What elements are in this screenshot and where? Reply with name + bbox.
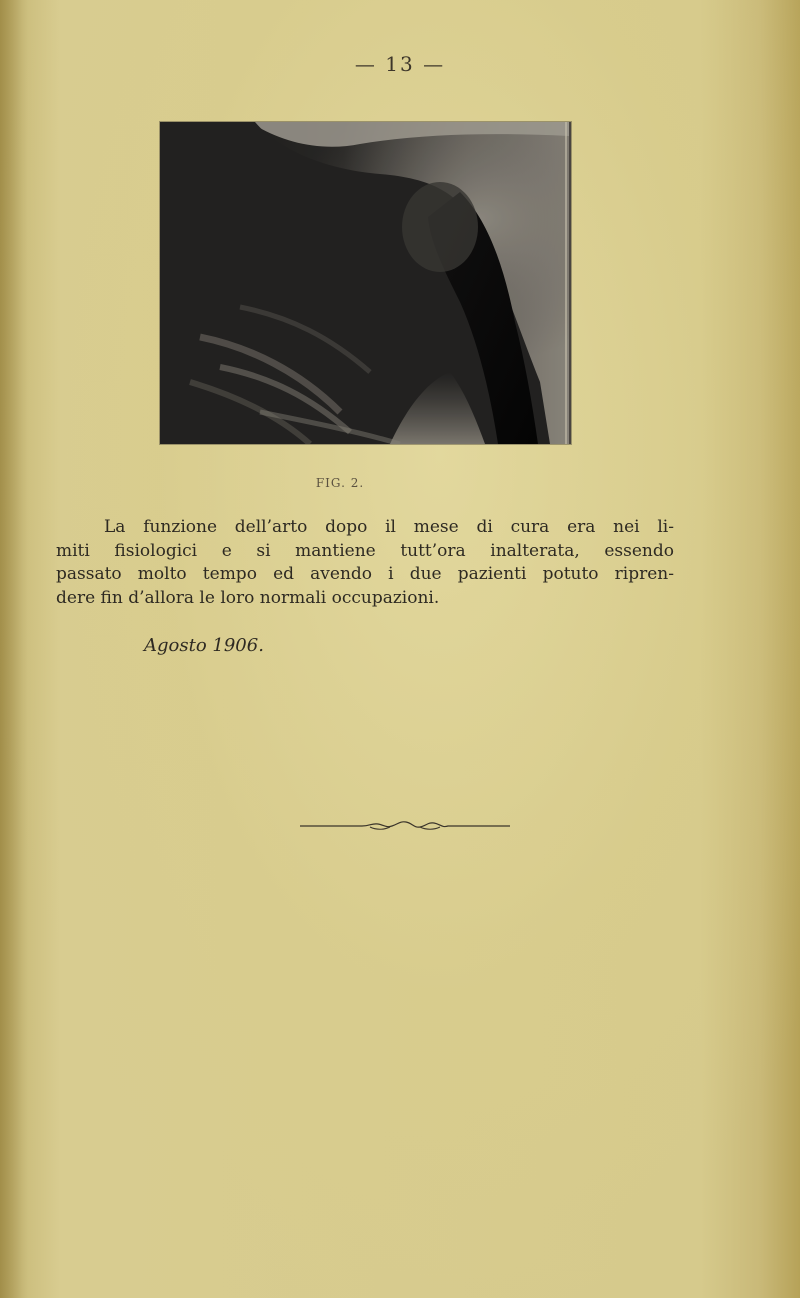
- paragraph-line: miti fisiologici e si mantiene tutt’ora inalterata, essendo: [56, 540, 674, 561]
- paragraph-line: passato molto tempo ed avendo i due pazienti potuto ripren-: [56, 564, 674, 584]
- page-number: — 13 —: [354, 52, 446, 76]
- figure-caption: FIG. 2.: [315, 476, 365, 490]
- page-gutter-shadow: [0, 0, 28, 1298]
- decorative-divider-icon: [300, 818, 510, 834]
- body-paragraph: [56, 516, 674, 610]
- paragraph-line: dere fin d’allora le loro normali occupazioni.: [56, 587, 440, 608]
- xray-shoulder-image: [160, 122, 571, 444]
- date-signature: Agosto 1906.: [144, 635, 264, 656]
- xray-figure-graphic: [160, 122, 569, 444]
- paragraph-line: La funzione dell’arto dopo il mese di cura era nei li-: [104, 517, 674, 537]
